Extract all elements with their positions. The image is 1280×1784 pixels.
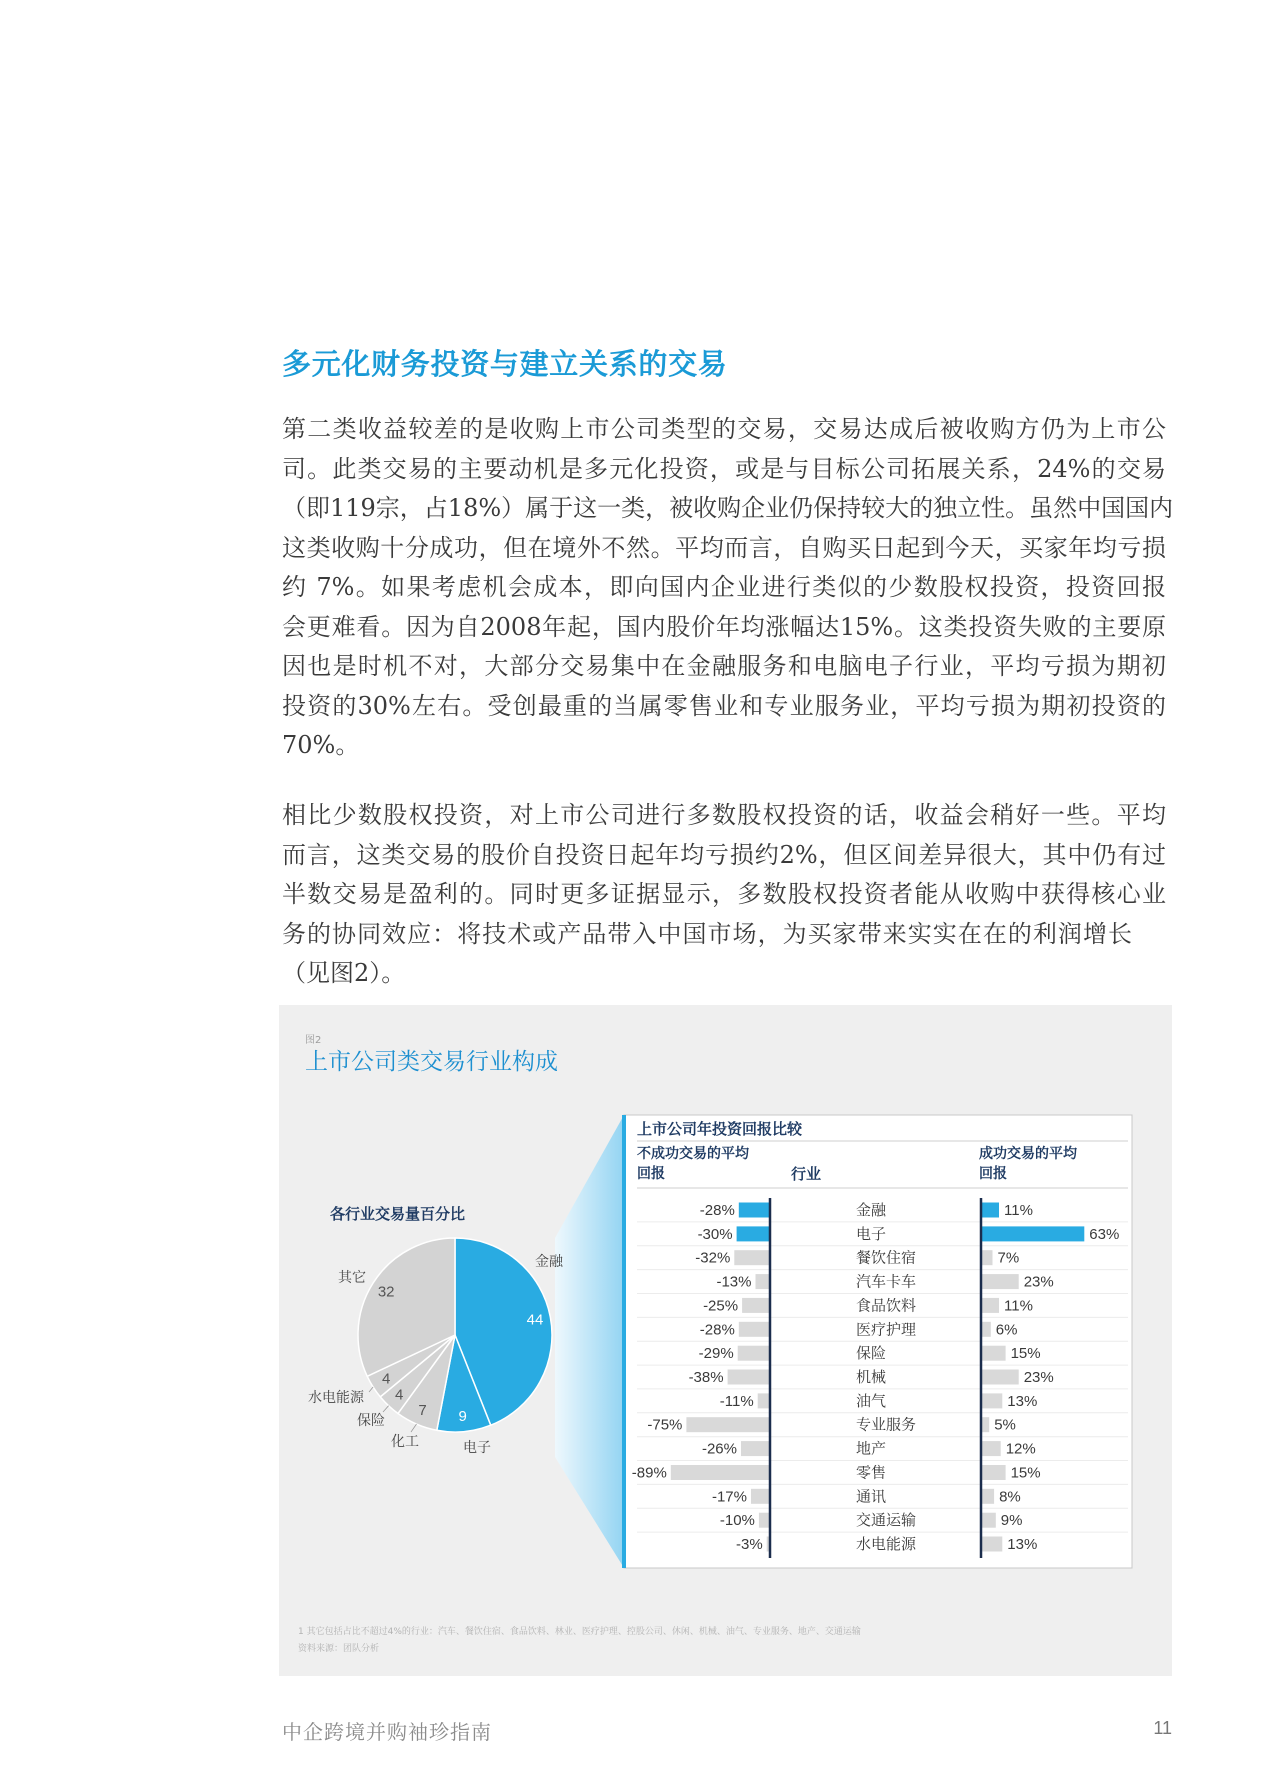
bar-negative xyxy=(758,1393,770,1408)
figure-chart xyxy=(279,1005,1172,1676)
bar-value-label-positive: 23% xyxy=(1023,1369,1054,1386)
table-title: 上市公司年投资回报比较 xyxy=(637,1120,803,1138)
bar-negative xyxy=(756,1274,771,1289)
bar-value-label-negative: -28% xyxy=(699,1202,735,1219)
industry-header: 行业 xyxy=(791,1165,822,1183)
pie-value-label: 32 xyxy=(377,1283,395,1301)
pie-category-label: 电子 xyxy=(463,1440,491,1456)
category-label: 餐饮住宿 xyxy=(856,1248,917,1267)
bar-value-label-positive: 13% xyxy=(1007,1392,1038,1410)
bar-negative xyxy=(671,1465,770,1480)
category-label: 保险 xyxy=(856,1344,887,1363)
paragraph-line: 第二类收益较差的是收购上市公司类型的交易，交易达成后被收购方仍为上市公 xyxy=(282,415,1166,443)
bar-value-label-negative: -17% xyxy=(711,1488,747,1506)
pie-value-label: 7 xyxy=(418,1401,427,1419)
pie-category-label: 水电能源 xyxy=(308,1390,364,1406)
bar-value-label-negative: -28% xyxy=(699,1321,735,1339)
bar-value-label-negative: -89% xyxy=(631,1464,667,1482)
paragraph-line: 司。此类交易的主要动机是多元化投资，或是与目标公司拓展关系，24%的交易 xyxy=(282,454,1166,483)
pie-category-label: 保险 xyxy=(357,1413,385,1429)
bar-negative xyxy=(739,1322,770,1337)
figure-source: 资料来源：团队分析 xyxy=(298,1644,380,1654)
footer-title: 中企跨境并购袖珍指南 xyxy=(282,1720,492,1744)
pie-category-label: 金融 xyxy=(535,1254,563,1270)
bar-positive xyxy=(981,1465,1006,1480)
paragraph-line: （见图2）。 xyxy=(282,959,406,987)
series-header-successful: 成功交易的平均回报 xyxy=(979,1146,1077,1182)
bar-value-label-negative: -30% xyxy=(697,1225,733,1243)
zoom-wedge xyxy=(555,1115,624,1568)
bar-negative xyxy=(734,1250,770,1265)
category-label: 零售 xyxy=(856,1463,887,1482)
bar-negative xyxy=(738,1346,770,1361)
bar-positive xyxy=(981,1274,1019,1289)
bar-positive xyxy=(981,1489,994,1504)
bar-value-label-positive: 11% xyxy=(1004,1202,1033,1219)
bar-value-label-positive: 6% xyxy=(995,1321,1018,1339)
pie-chart xyxy=(308,1238,564,1456)
pie-leader-line xyxy=(369,1387,373,1392)
paragraph-line: 半数交易是盈利的。同时更多证据显示，多数股权投资者能从收购中获得核心业 xyxy=(282,880,1166,908)
bar-value-label-positive: 7% xyxy=(997,1249,1020,1267)
pie-leader-line xyxy=(411,1424,417,1432)
paragraph-line: 因也是时机不对，大部分交易集中在金融服务和电脑电子行业，平均亏损为期初 xyxy=(282,652,1166,680)
bar-negative xyxy=(739,1203,770,1218)
paragraph-line: 而言，这类交易的股价自投资日起年均亏损约2%，但区间差异很大，其中仍有过 xyxy=(282,840,1166,869)
bar-value-label-negative: -25% xyxy=(703,1297,739,1315)
page-number: 11 xyxy=(1153,1718,1172,1738)
bar-positive xyxy=(981,1393,1002,1408)
bar-negative xyxy=(686,1417,770,1432)
category-label: 食品饮料 xyxy=(856,1296,917,1315)
paragraph-1 xyxy=(282,410,1174,766)
bar-value-label-negative: -26% xyxy=(701,1440,737,1458)
bar-value-label-positive: 11% xyxy=(1004,1297,1033,1315)
bar-value-label-negative: -10% xyxy=(719,1512,755,1530)
bar-negative xyxy=(759,1513,770,1528)
paragraph-line: 会更难看。因为自2008年起，国内股价年均涨幅达15%。这类投资失败的主要原 xyxy=(282,612,1166,641)
pie-value-label: 4 xyxy=(382,1370,391,1388)
bar-positive xyxy=(981,1203,999,1218)
bar-value-label-positive: 15% xyxy=(1010,1464,1041,1482)
bar-value-label-positive: 23% xyxy=(1023,1273,1054,1291)
bar-value-label-negative: -75% xyxy=(647,1416,683,1434)
category-label: 机械 xyxy=(856,1368,887,1386)
paragraph-line: 务的协同效应：将技术或产品带入中国市场，为买家带来实实在在的利润增长 xyxy=(282,919,1132,948)
bar-negative xyxy=(741,1441,770,1456)
bar-positive xyxy=(981,1346,1006,1361)
pie-value-label: 44 xyxy=(526,1311,544,1329)
category-label: 专业服务 xyxy=(856,1415,917,1434)
bar-positive xyxy=(981,1513,996,1528)
paragraph-line: 投资的30%左右。受创最重的当属零售业和专业服务业，平均亏损为期初投资的 xyxy=(282,691,1166,720)
category-label: 油气 xyxy=(856,1391,887,1410)
bar-value-label-positive: 13% xyxy=(1007,1536,1038,1553)
pie-value-label: 9 xyxy=(458,1408,467,1426)
bar-positive xyxy=(981,1250,993,1265)
bar-value-label-positive: 63% xyxy=(1089,1225,1120,1243)
category-label: 医疗护理 xyxy=(856,1320,917,1339)
bar-value-label-negative: -11% xyxy=(719,1392,754,1410)
bar-value-label-negative: -29% xyxy=(698,1345,734,1363)
category-label: 水电能源 xyxy=(856,1535,917,1553)
category-label: 交通运输 xyxy=(856,1511,917,1530)
bar-positive xyxy=(981,1226,1084,1241)
bar-negative xyxy=(737,1226,771,1241)
section-heading: 多元化财务投资与建立关系的交易 xyxy=(282,347,728,381)
figure-title: 上市公司类交易行业构成 xyxy=(305,1049,558,1075)
figure-2 xyxy=(279,1005,1172,1676)
category-label: 地产 xyxy=(856,1439,887,1458)
bar-value-label-negative: -38% xyxy=(688,1369,724,1386)
pie-category-label: 化工 xyxy=(391,1434,419,1450)
bar-positive xyxy=(981,1441,1001,1456)
paragraph-line: 相比少数股权投资，对上市公司进行多数股权投资的话，收益会稍好一些。平均 xyxy=(282,801,1166,829)
bar-negative xyxy=(742,1298,770,1313)
pie-category-label: 其它 xyxy=(338,1270,366,1286)
bar-value-label-negative: -3% xyxy=(736,1536,763,1553)
category-label: 金融 xyxy=(856,1201,887,1219)
bar-positive xyxy=(981,1298,999,1313)
pie-value-label: 4 xyxy=(395,1386,404,1404)
bar-positive xyxy=(981,1370,1019,1385)
paragraph-line: 70%。 xyxy=(282,731,360,759)
series-header-unsuccessful: 不成功交易的平均回报 xyxy=(637,1146,749,1182)
paragraph-line: （即119宗，占18%）属于这一类，被收购企业仍保持较大的独立性。虽然中国国内 xyxy=(282,494,1174,522)
category-label: 电子 xyxy=(856,1224,887,1243)
paragraph-line: 这类收购十分成功，但在境外不然。平均而言，自购买日起到今天，买家年均亏损 xyxy=(282,533,1166,562)
figure-label: 图2 xyxy=(305,1035,322,1046)
bar-value-label-negative: -13% xyxy=(716,1273,752,1291)
figure-footnote: 1 其它包括占比不超过4%的行业：汽车、餐饮住宿、食品饮料、林业、医疗护理、控股公司、休闲、机械、油气、专业服务、地产、交通运输 xyxy=(298,1627,861,1637)
pie-title: 各行业交易量百分比 xyxy=(330,1205,466,1223)
bar-value-label-positive: 15% xyxy=(1010,1345,1041,1363)
bar-negative xyxy=(751,1489,770,1504)
bar-value-label-positive: 5% xyxy=(994,1416,1016,1434)
paragraph-2 xyxy=(282,796,1166,994)
bar-negative xyxy=(728,1370,770,1385)
bar-value-label-positive: 12% xyxy=(1005,1440,1036,1458)
category-label: 汽车卡车 xyxy=(856,1272,917,1291)
bar-value-label-positive: 9% xyxy=(1000,1512,1023,1530)
pie-leader-line xyxy=(383,1406,389,1412)
bar-positive xyxy=(981,1322,991,1337)
category-label: 通讯 xyxy=(856,1487,887,1506)
bar-value-label-positive: 8% xyxy=(999,1488,1021,1506)
bar-positive xyxy=(981,1537,1002,1552)
paragraph-line: 约 7%。如果考虑机会成本，即向国内企业进行类似的少数股权投资，投资回报 xyxy=(282,573,1166,601)
bar-value-label-negative: -32% xyxy=(695,1249,731,1267)
